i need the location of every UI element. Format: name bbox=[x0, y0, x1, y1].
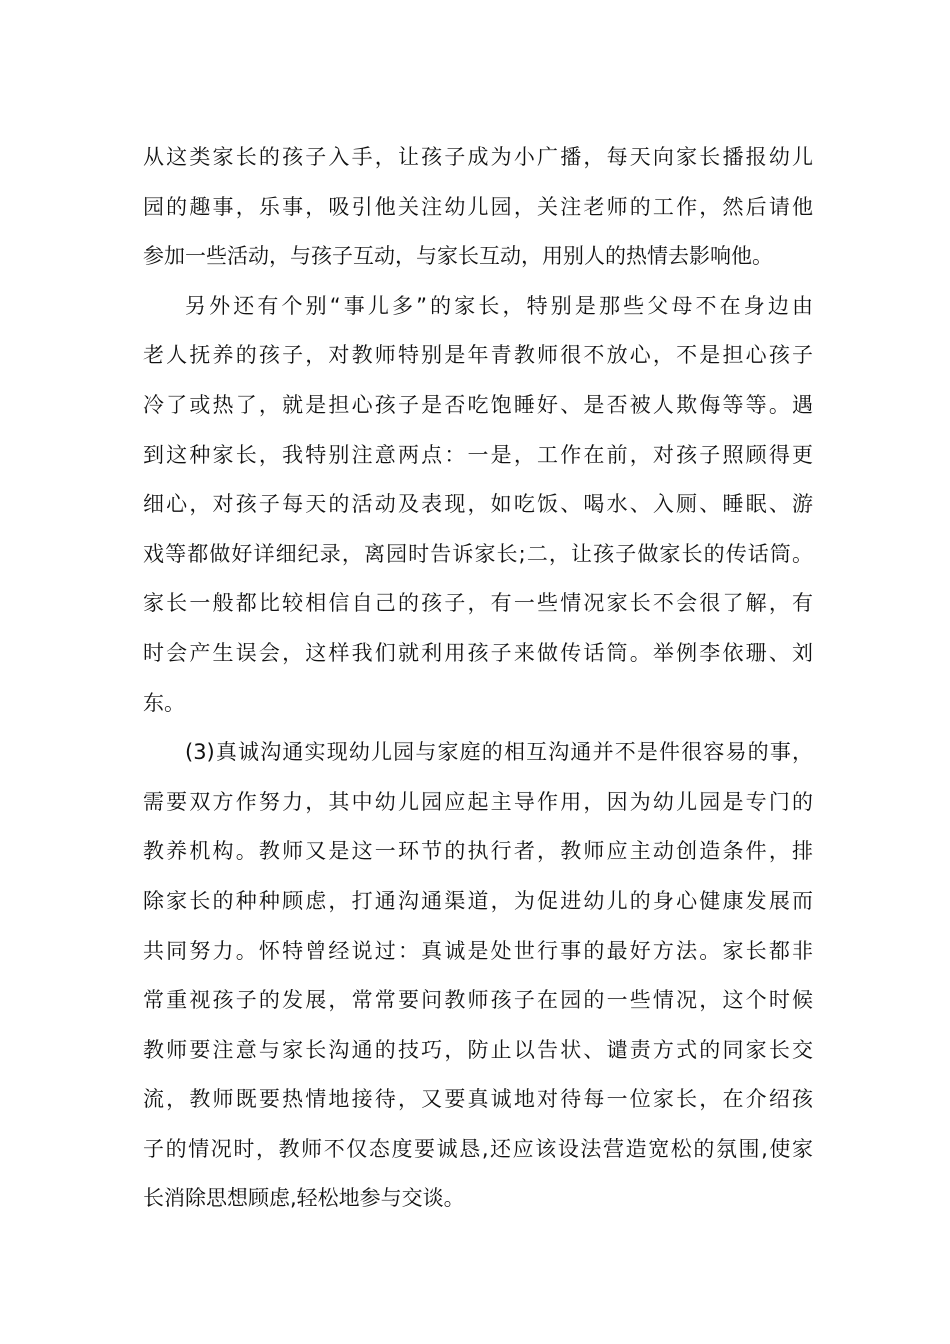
text-line: 教养机构。教师又是这一环节的执行者，教师应主动创造条件，排 bbox=[143, 839, 813, 864]
text-line: 参加一些活动，与孩子互动，与家长互动，用别人的热情去影响他。 bbox=[143, 244, 773, 269]
text-line: (3)真诚沟通实现幼儿园与家庭的相互沟通并不是件很容易的事， bbox=[185, 740, 813, 765]
text-line: 老人抚养的孩子，对教师特别是年青教师很不放心，不是担心孩子 bbox=[143, 343, 813, 368]
text-line: 另外还有个别“事儿多”的家长，特别是那些父母不在身边由 bbox=[185, 293, 813, 318]
text-line: 长消除思想顾虑,轻松地参与交谈。 bbox=[143, 1186, 465, 1211]
text-line: 需要双方作努力，其中幼儿园应起主导作用，因为幼儿园是专门的 bbox=[143, 789, 813, 814]
document-body bbox=[143, 133, 813, 1224]
text-line: 家长一般都比较相信自己的孩子，有一些情况家长不会很了解，有 bbox=[143, 591, 813, 616]
text-line: 子的情况时，教师不仅态度要诚恳,还应该设法营造宽松的氛围,使家 bbox=[143, 1136, 813, 1161]
text-line: 常重视孩子的发展，常常要问教师孩子在园的一些情况，这个时候 bbox=[143, 988, 813, 1013]
text-line: 戏等都做好详细纪录，离园时告诉家长;二，让孩子做家长的传话筒。 bbox=[143, 541, 813, 566]
text-line: 东。 bbox=[143, 690, 185, 715]
text-line: 教师要注意与家长沟通的技巧，防止以告状、谴责方式的同家长交 bbox=[143, 1037, 813, 1062]
text-line: 园的趣事，乐事，吸引他关注幼儿园，关注老师的工作，然后请他 bbox=[143, 194, 813, 219]
text-line: 冷了或热了，就是担心孩子是否吃饱睡好、是否被人欺侮等等。遇 bbox=[143, 392, 813, 417]
text-line: 从这类家长的孩子入手，让孩子成为小广播，每天向家长播报幼儿 bbox=[143, 145, 813, 169]
text-line: 到这种家长，我特别注意两点：一是，工作在前，对孩子照顾得更 bbox=[143, 442, 813, 467]
text-line: 时会产生误会，这样我们就利用孩子来做传话筒。举例李依珊、刘 bbox=[143, 640, 813, 665]
text-line: 除家长的种种顾虑，打通沟通渠道，为促进幼儿的身心健康发展而 bbox=[143, 888, 813, 913]
text-line: 共同努力。怀特曾经说过：真诚是处世行事的最好方法。家长都非 bbox=[143, 938, 813, 963]
text-line: 流，教师既要热情地接待，又要真诚地对待每一位家长，在介绍孩 bbox=[143, 1087, 813, 1112]
text-line: 细心，对孩子每天的活动及表现，如吃饭、喝水、入厕、睡眠、游 bbox=[143, 492, 813, 517]
